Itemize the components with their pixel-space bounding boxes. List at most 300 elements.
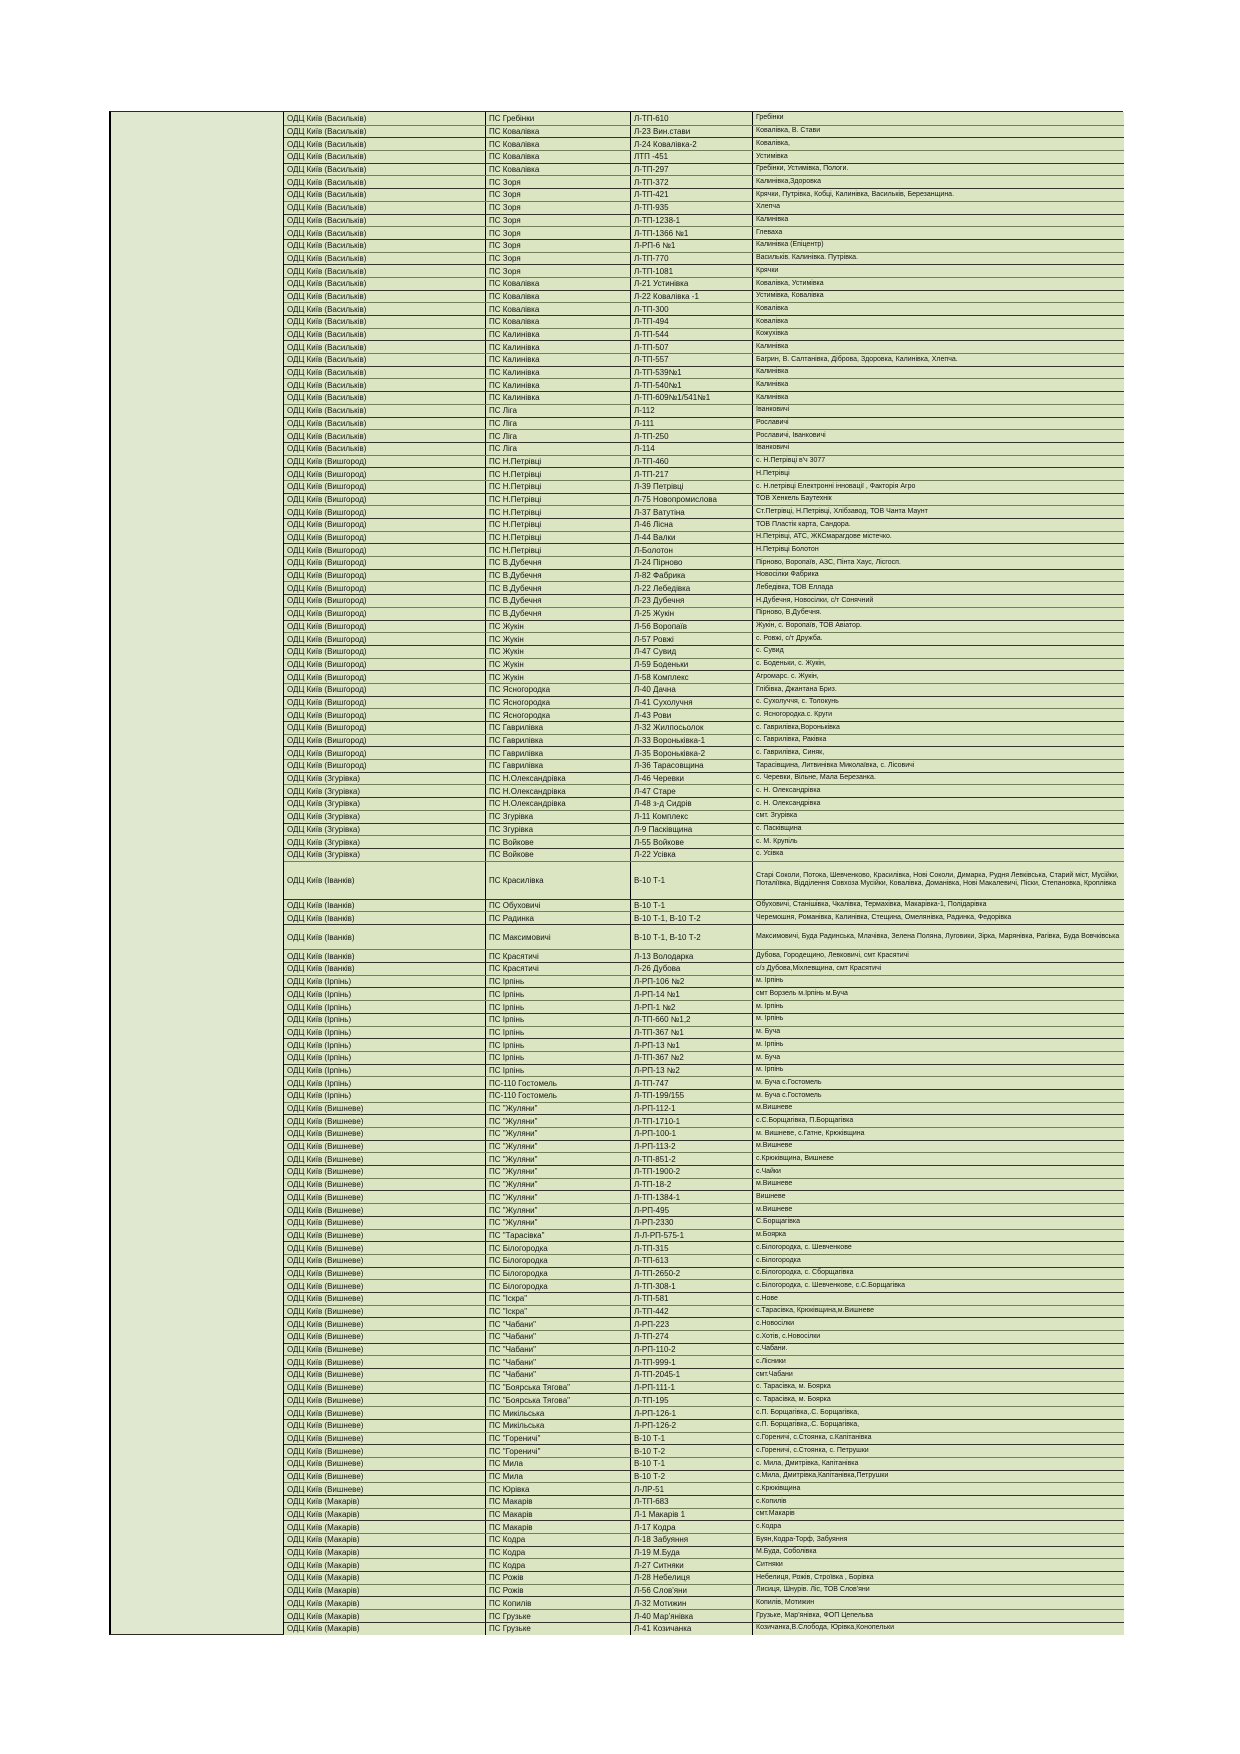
line-cell: В-10 Т-2	[630, 1471, 752, 1483]
table-row	[284, 328, 1124, 341]
localities-cell: Ситняки	[752, 1559, 1124, 1571]
substation-cell: ПС Микільська	[485, 1407, 630, 1419]
localities-cell: с. Ясногородка.с. Круги	[752, 709, 1124, 721]
odc-cell: ОДЦ Київ (Макарів)	[287, 1598, 360, 1608]
localities-cell: Васильків. Калинівка. Путрівка.	[752, 253, 1124, 265]
line-cell: Л-57 Ровжі	[630, 633, 752, 645]
line-cell: Л-44 Валки	[630, 532, 752, 544]
localities-cell: с.Крюківщина	[752, 1483, 1124, 1495]
odc-cell: ОДЦ Київ (Вишгород)	[287, 520, 367, 530]
localities-cell: с. Н. Олександрівка	[752, 785, 1124, 797]
localities-cell: Н.Дубечня, Новосілки, с/т Сонячний	[752, 595, 1124, 607]
substation-cell: ПС "Жуляни"	[485, 1217, 630, 1229]
line-cell: Л-ТП-507	[630, 341, 752, 353]
table-row	[284, 239, 1124, 252]
localities-cell: Обуховичі, Станішівка, Чкалівка, Термахівка, Макарівка-1, Полідарівка	[752, 900, 1124, 912]
line-cell: Л-24 Пірново	[630, 557, 752, 569]
table-row	[284, 1584, 1124, 1597]
substation-cell: ПС Ірпінь	[485, 988, 630, 1000]
odc-cell: ОДЦ Київ (Васильків)	[287, 113, 367, 123]
localities-cell: с. Н.петрівці Електронні інновації , Факторія Агро	[752, 481, 1124, 493]
odc-cell: ОДЦ Київ (Вишневе)	[287, 1230, 364, 1240]
odc-cell: ОДЦ Київ (Вишневе)	[287, 1319, 364, 1329]
table-row	[284, 315, 1124, 328]
localities-cell: с. Ровжі, с/т Дружба.	[752, 633, 1124, 645]
line-cell: Л-28 Небелиця	[630, 1572, 752, 1584]
table-row	[284, 899, 1124, 912]
substation-cell: ПС Ірпінь	[485, 976, 630, 988]
line-cell: Л-11 Комплекс	[630, 811, 752, 823]
table-row	[284, 1190, 1124, 1203]
localities-cell: Калинівка	[752, 392, 1124, 404]
localities-cell: с. Тарасівка, м. Боярка	[752, 1394, 1124, 1406]
odc-cell: ОДЦ Київ (Вишгород)	[287, 697, 367, 707]
odc-cell: ОДЦ Київ (Васильків)	[287, 127, 367, 137]
localities-cell: Н.Петрівці, АТС, ЖКСмарагдове містечко.	[752, 532, 1124, 544]
substation-cell: ПС Макарів	[485, 1496, 630, 1508]
localities-cell: Н.Петрівці	[752, 468, 1124, 480]
substation-cell: ПС "Жуляни"	[485, 1141, 630, 1153]
table-row	[284, 1520, 1124, 1533]
odc-cell: ОДЦ Київ (Іванків)	[287, 951, 355, 961]
table-row	[284, 569, 1124, 582]
odc-cell: ОДЦ Київ (Ірпінь)	[287, 1002, 352, 1012]
substation-cell: ПС Н.Олександрівка	[485, 773, 630, 785]
substation-cell: ПС Калинівка	[485, 354, 630, 366]
table-row	[284, 1305, 1124, 1318]
substation-cell: ПС "Іскра"	[485, 1306, 630, 1318]
line-cell: Л-РП-100-1	[630, 1128, 752, 1140]
substation-cell: ПС Ясногородка	[485, 684, 630, 696]
odc-cell: ОДЦ Київ (Васильків)	[287, 291, 367, 301]
substation-cell: ПС Ясногородка	[485, 709, 630, 721]
localities-cell: с.Гореничі, с.Стоянка, с. Петрушки	[752, 1445, 1124, 1457]
substation-cell: ПС "Жуляни"	[485, 1128, 630, 1140]
table-row	[284, 721, 1124, 734]
localities-cell: Лисиця, Шнурів. Ліс, ТОВ Слов'яни	[752, 1585, 1124, 1597]
substation-cell: ПС "Жуляни"	[485, 1204, 630, 1216]
substation-cell: ПС Н.Петрівці	[485, 506, 630, 518]
line-cell: Л-ТП-539№1	[630, 367, 752, 379]
line-cell: Л-ТП-308-1	[630, 1280, 752, 1292]
line-cell: Л-РП-6 №1	[630, 240, 752, 252]
odc-cell: ОДЦ Київ (Вишгород)	[287, 748, 367, 758]
table-row	[284, 1558, 1124, 1571]
line-cell: Л-РП-1 №2	[630, 1001, 752, 1013]
table-row	[284, 353, 1124, 366]
localities-cell: с. Мила, Дмитрівка, Капітанівка	[752, 1458, 1124, 1470]
table-row	[284, 150, 1124, 163]
odc-cell: ОДЦ Київ (Вишгород)	[287, 634, 367, 644]
table-row	[284, 1254, 1124, 1267]
localities-cell: с.Хотів, с.Новосілки	[752, 1331, 1124, 1343]
line-cell: Л-РП-111-1	[630, 1382, 752, 1394]
odc-cell: ОДЦ Київ (Макарів)	[287, 1560, 360, 1570]
localities-cell: Ковалівка	[752, 303, 1124, 315]
table-row	[284, 1026, 1124, 1039]
table-row	[284, 594, 1124, 607]
odc-cell: ОДЦ Київ (Вишневе)	[287, 1281, 364, 1291]
localities-cell: с.Крюківщина, Вишневе	[752, 1153, 1124, 1165]
localities-cell: Крячки	[752, 265, 1124, 277]
line-cell: Л-55 Войкове	[630, 836, 752, 848]
table-row	[284, 442, 1124, 455]
substation-cell: ПС "Чабани"	[485, 1318, 630, 1330]
substation-cell: ПС "Жуляни"	[485, 1153, 630, 1165]
line-cell: Л-ТП-610	[630, 112, 752, 125]
table-row	[284, 848, 1124, 861]
substation-cell: ПС Н.Петрівці	[485, 494, 630, 506]
line-cell: Л-ТП-2045-1	[630, 1369, 752, 1381]
line-cell: Л-РП-126-2	[630, 1420, 752, 1432]
line-cell: Л-46 Лісна	[630, 519, 752, 531]
table-row	[284, 1076, 1124, 1089]
line-cell: Л-ТП-372	[630, 176, 752, 188]
table-row	[284, 1102, 1124, 1115]
substation-cell: ПС Н.Петрівці	[485, 481, 630, 493]
table-row	[284, 810, 1124, 823]
odc-cell: ОДЦ Київ (Васильків)	[287, 317, 367, 327]
odc-cell: ОДЦ Київ (Васильків)	[287, 203, 367, 213]
table-row	[284, 1089, 1124, 1102]
localities-cell: м. Вишневе, с.Гатне, Крюківщина	[752, 1128, 1124, 1140]
substation-cell: ПС "Гореничі"	[485, 1445, 630, 1457]
substation-cell: ПС Обуховичі	[485, 900, 630, 912]
line-cell: Л-ТП-557	[630, 354, 752, 366]
table-row	[284, 137, 1124, 150]
substation-cell: ПС Калинівка	[485, 341, 630, 353]
substation-cell: ПС Зоря	[485, 202, 630, 214]
localities-cell: м. Ірпінь	[752, 1001, 1124, 1013]
odc-cell: ОДЦ Київ (Вишневе)	[287, 1446, 364, 1456]
line-cell: Л-ЛР-51	[630, 1483, 752, 1495]
line-cell: Л-РП-2330	[630, 1217, 752, 1229]
line-cell: Л-56 Слов'яни	[630, 1585, 752, 1597]
substation-cell: ПС Грузьке	[485, 1623, 630, 1635]
odc-cell: ОДЦ Київ (Вишгород)	[287, 596, 367, 606]
line-cell: Л-41 Козичанка	[630, 1623, 752, 1635]
localities-cell: Копилів, Мотижин	[752, 1597, 1124, 1609]
odc-cell: ОДЦ Київ (Вишгород)	[287, 609, 367, 619]
substation-cell: ПС Білогородка	[485, 1280, 630, 1292]
odc-cell: ОДЦ Київ (Вишневе)	[287, 1294, 364, 1304]
localities-cell: м. Буча с.Гостомель	[752, 1090, 1124, 1102]
localities-cell: Старі Соколи, Потока, Шевченково, Красилівка, Нові Соколи, Димарка, Рудня Левківська, Старий міст, Мусійки, Поталіївка, Відділення Совхоза Мусійки, Ковалівка, Доманівка, Нові Макалевичі, Піски, Степановка, Кроплівка	[752, 862, 1124, 899]
line-cell: Л-112	[630, 405, 752, 417]
substation-cell: ПС Гаврилівка	[485, 760, 630, 772]
odc-cell: ОДЦ Київ (Вишневе)	[287, 1192, 364, 1202]
table-row	[284, 1051, 1124, 1064]
table-row	[284, 391, 1124, 404]
substation-cell: ПС Микільська	[485, 1420, 630, 1432]
line-cell: Л-РП-13 №2	[630, 1065, 752, 1077]
odc-cell: ОДЦ Київ (Ірпінь)	[287, 1065, 352, 1075]
localities-cell: Калинівка	[752, 341, 1124, 353]
localities-cell: м. Ірпінь	[752, 976, 1124, 988]
table-row	[284, 1152, 1124, 1165]
line-cell: Л-1 Макарів 1	[630, 1509, 752, 1521]
substation-cell: ПС Калинівка	[485, 367, 630, 379]
line-cell: Л-111	[630, 418, 752, 430]
table-row	[284, 645, 1124, 658]
localities-cell: м.Вишневе	[752, 1103, 1124, 1115]
odc-cell: ОДЦ Київ (Васильків)	[287, 418, 367, 428]
substation-cell: ПС Ковалівка	[485, 303, 630, 315]
table-row	[284, 505, 1124, 518]
odc-cell: ОДЦ Київ (Васильків)	[287, 380, 367, 390]
localities-cell: Тарасівщина, Литвинівка Миколаївка, с. Лісовичі	[752, 760, 1124, 772]
line-cell: Л-25 Жукін	[630, 608, 752, 620]
table-row	[284, 987, 1124, 1000]
line-cell: Л-ТП-250	[630, 430, 752, 442]
line-cell: Л-ТП-297	[630, 164, 752, 176]
odc-cell: ОДЦ Київ (Ірпінь)	[287, 989, 352, 999]
table-row	[284, 658, 1124, 671]
line-cell: Л-75 Новопромислова	[630, 494, 752, 506]
line-cell: В-10 Т-1	[630, 1433, 752, 1445]
table-row	[284, 175, 1124, 188]
localities-cell: смт Ворзель м.Ірпінь м.Буча	[752, 988, 1124, 1000]
line-cell: Л-23 Вин.стави	[630, 126, 752, 138]
substation-cell: ПС Ліга	[485, 443, 630, 455]
substation-cell: ПС Красятичі	[485, 950, 630, 962]
line-cell: Л-ТП-1384-1	[630, 1191, 752, 1203]
substation-cell: ПС Ірпінь	[485, 1039, 630, 1051]
line-cell: Л-ТП-217	[630, 468, 752, 480]
substation-cell: ПС Ковалівка	[485, 316, 630, 328]
localities-cell: с. Тарасівка, м. Боярка	[752, 1382, 1124, 1394]
table-row	[284, 1495, 1124, 1508]
localities-cell: Калинівка	[752, 215, 1124, 227]
table-row	[284, 214, 1124, 227]
line-cell: Л-ТП-613	[630, 1255, 752, 1267]
table-row	[284, 1355, 1124, 1368]
substation-cell: ПС Ліга	[485, 418, 630, 430]
localities-cell: с. Боденьки, с. Жукін,	[752, 659, 1124, 671]
line-cell: Л-РП-223	[630, 1318, 752, 1330]
substation-cell: ПС Н.Петрівці	[485, 519, 630, 531]
odc-cell: ОДЦ Київ (Васильків)	[287, 342, 367, 352]
odc-cell: ОДЦ Київ (Вишгород)	[287, 736, 367, 746]
line-cell: Л-ТП-609№1/541№1	[630, 392, 752, 404]
line-cell: Л-ТП-683	[630, 1496, 752, 1508]
line-cell: Л-40 Дачна	[630, 684, 752, 696]
localities-cell: смт. Згурівка	[752, 811, 1124, 823]
odc-cell: ОДЦ Київ (Васильків)	[287, 444, 367, 454]
substation-cell: ПС Кодра	[485, 1534, 630, 1546]
substation-cell: ПС "Чабани"	[485, 1331, 630, 1343]
localities-cell: Глеваха	[752, 227, 1124, 239]
line-cell: Л-9 Пасківщина	[630, 824, 752, 836]
odc-cell: ОДЦ Київ (Вишгород)	[287, 545, 367, 555]
table-row	[284, 188, 1124, 201]
odc-cell: ОДЦ Київ (Вишгород)	[287, 533, 367, 543]
substation-cell: ПС В.Дубечня	[485, 582, 630, 594]
line-cell: Л-ТП-18-2	[630, 1179, 752, 1191]
substation-cell: ПС Зоря	[485, 265, 630, 277]
substation-cell: ПС Білогородка	[485, 1268, 630, 1280]
odc-cell: ОДЦ Київ (Макарів)	[287, 1624, 360, 1634]
odc-cell: ОДЦ Київ (Вишгород)	[287, 672, 367, 682]
substation-cell: ПС Зоря	[485, 227, 630, 239]
localities-cell: Гребінки, Устимівка, Пологи.	[752, 164, 1124, 176]
substation-cell: ПС Ковалівка	[485, 151, 630, 163]
table-row	[284, 543, 1124, 556]
table-row	[284, 861, 1124, 899]
table-row	[284, 480, 1124, 493]
odc-cell: ОДЦ Київ (Вишгород)	[287, 659, 367, 669]
odc-cell: ОДЦ Київ (Вишневе)	[287, 1268, 364, 1278]
odc-cell: ОДЦ Київ (Вишневе)	[287, 1421, 364, 1431]
line-cell: ЛТП -451	[630, 151, 752, 163]
line-cell: Л-ТП-1366 №1	[630, 227, 752, 239]
table-row	[284, 962, 1124, 975]
line-cell: Л-19 М.Буда	[630, 1547, 752, 1559]
localities-cell: Крячки, Путрівка, Кобці, Калинівка, Васильків, Березанщина.	[752, 189, 1124, 201]
localities-cell: смт.Макарів	[752, 1509, 1124, 1521]
table-row	[284, 683, 1124, 696]
substation-cell: ПС Н.Петрівці	[485, 456, 630, 468]
table-row	[284, 620, 1124, 633]
localities-cell: м. Ірпінь	[752, 1039, 1124, 1051]
line-cell: Л-39 Петрівці	[630, 481, 752, 493]
substation-cell: ПС-110 Гостомель	[485, 1090, 630, 1102]
localities-cell: Козичанка,В.Слобода, Юрівка,Конопельки	[752, 1623, 1124, 1635]
table-row	[284, 1330, 1124, 1343]
line-cell: В-10 Т-1, В-10 Т-2	[630, 925, 752, 949]
localities-cell: м. Буча	[752, 1052, 1124, 1064]
odc-cell: ОДЦ Київ (Вишневе)	[287, 1116, 364, 1126]
substation-cell: ПС Н.Петрівці	[485, 468, 630, 480]
localities-cell: м. Буча	[752, 1027, 1124, 1039]
odc-cell: ОДЦ Київ (Вишгород)	[287, 685, 367, 695]
substation-cell: ПС Калинівка	[485, 379, 630, 391]
table-row	[284, 125, 1124, 138]
substation-cell: ПС Гребінки	[485, 112, 630, 125]
odc-cell: ОДЦ Київ (Вишневе)	[287, 1256, 364, 1266]
line-cell: Л-ТП-1081	[630, 265, 752, 277]
line-cell: Л-ТП-935	[630, 202, 752, 214]
odc-cell: ОДЦ Київ (Макарів)	[287, 1611, 360, 1621]
odc-cell: ОДЦ Київ (Вишгород)	[287, 571, 367, 581]
substation-cell: ПС Копилів	[485, 1597, 630, 1609]
table-row	[284, 911, 1124, 924]
line-cell: Л-ТП-660 №1,2	[630, 1014, 752, 1026]
substation-cell: ПС Радинка	[485, 912, 630, 924]
table-row	[284, 1038, 1124, 1051]
odc-cell: ОДЦ Київ (Васильків)	[287, 431, 367, 441]
table-row	[284, 1546, 1124, 1559]
table-row	[284, 556, 1124, 569]
substation-cell: ПС Ковалівка	[485, 126, 630, 138]
line-cell: Л-ТП-274	[630, 1331, 752, 1343]
line-cell: Л-ТП-367 №1	[630, 1027, 752, 1039]
table-row	[284, 759, 1124, 772]
substation-cell: ПС Ковалівка	[485, 138, 630, 150]
localities-cell: Устимівка	[752, 151, 1124, 163]
table-row	[284, 632, 1124, 645]
localities-cell: с.Білогородка	[752, 1255, 1124, 1267]
odc-cell: ОДЦ Київ (Вишневе)	[287, 1167, 364, 1177]
table-row	[284, 1596, 1124, 1609]
localities-cell: м.Вишневе	[752, 1141, 1124, 1153]
localities-cell: Іванковичі	[752, 443, 1124, 455]
localities-cell: с/з Дубова,Міхлевщина, смт Красятичі	[752, 963, 1124, 975]
localities-cell: Калинівка	[752, 379, 1124, 391]
line-cell: Л-18 Забуяння	[630, 1534, 752, 1546]
line-cell: В-10 Т-1	[630, 1458, 752, 1470]
odc-cell: ОДЦ Київ (Вишневе)	[287, 1332, 364, 1342]
odc-cell: ОДЦ Київ (Ірпінь)	[287, 1015, 352, 1025]
table-row	[284, 1482, 1124, 1495]
substation-cell: ПС "Гореничі"	[485, 1433, 630, 1445]
substation-cell: ПС Калинівка	[485, 329, 630, 341]
odc-cell: ОДЦ Київ (Іванків)	[287, 875, 355, 885]
localities-cell: с.С.Борщагівка, П.Борщагівка	[752, 1115, 1124, 1127]
table-row	[284, 1381, 1124, 1394]
localities-cell: с.Білогородка, с. Шевченкове, с.С.Борщагівка	[752, 1280, 1124, 1292]
substation-cell: ПС Ліга	[485, 430, 630, 442]
line-cell: Л-РП-112-1	[630, 1103, 752, 1115]
localities-cell: с. Гаврилівка, Раківка	[752, 735, 1124, 747]
substation-cell: ПС Згурівка	[485, 824, 630, 836]
table-row	[284, 531, 1124, 544]
localities-cell: м.Вишневе	[752, 1204, 1124, 1216]
localities-cell: Лебедівка, ТОВ Еллада	[752, 582, 1124, 594]
odc-cell: ОДЦ Київ (Вишневе)	[287, 1357, 364, 1367]
substation-cell: ПС Макарів	[485, 1521, 630, 1533]
odc-cell: ОДЦ Київ (Макарів)	[287, 1535, 360, 1545]
localities-cell: с.Лісники	[752, 1356, 1124, 1368]
localities-cell: Ковалівка	[752, 316, 1124, 328]
substation-cell: ПС Н.Петрівці	[485, 532, 630, 544]
odc-cell: ОДЦ Київ (Ірпінь)	[287, 1091, 352, 1101]
localities-cell: Небелиця, Рожів, Строївка , Борівка	[752, 1572, 1124, 1584]
odc-cell: ОДЦ Київ (Вишневе)	[287, 1370, 364, 1380]
line-cell: Л-ТП-460	[630, 456, 752, 468]
localities-cell: Устимівка, Ковалівка	[752, 291, 1124, 303]
substation-cell: ПС Ковалівка	[485, 278, 630, 290]
line-cell: Л-17 Кодра	[630, 1521, 752, 1533]
localities-cell: Пірново, Воропаїв, АЗС, Пінта Хаус, Лісгосп.	[752, 557, 1124, 569]
substation-cell: ПС-110 Гостомель	[485, 1077, 630, 1089]
table-row	[284, 696, 1124, 709]
line-cell: Л-ТП-367 №2	[630, 1052, 752, 1064]
line-cell: Л-ТП-1238-1	[630, 215, 752, 227]
localities-cell: С.Борщагівка	[752, 1217, 1124, 1229]
table-body	[284, 112, 1124, 1634]
localities-cell: с.Чайки	[752, 1166, 1124, 1178]
table-row	[284, 1013, 1124, 1026]
line-cell: Л-ТП-747	[630, 1077, 752, 1089]
localities-cell: с.Копилів	[752, 1496, 1124, 1508]
substation-cell: ПС Юрівка	[485, 1483, 630, 1495]
line-cell: В-10 Т-1	[630, 862, 752, 899]
line-cell: Л-59 Боденьки	[630, 659, 752, 671]
localities-cell: с. Гаврилівка,Вороньківка	[752, 722, 1124, 734]
table-row	[284, 1444, 1124, 1457]
odc-cell: ОДЦ Київ (Вишгород)	[287, 723, 367, 733]
line-cell: Л-22 Усівка	[630, 849, 752, 861]
localities-cell: с. М. Крупіль	[752, 836, 1124, 848]
localities-cell: Рославичі, Іванковичі	[752, 430, 1124, 442]
substation-cell: ПС Жукін	[485, 659, 630, 671]
substation-cell: ПС Красилівка	[485, 862, 630, 899]
localities-cell: с.Білогородка, с. Шевченкове	[752, 1242, 1124, 1254]
substation-cell: ПС "Чабани"	[485, 1356, 630, 1368]
odc-cell: ОДЦ Київ (Згурівка)	[287, 812, 361, 822]
substation-cell: ПС Гаврилівка	[485, 747, 630, 759]
